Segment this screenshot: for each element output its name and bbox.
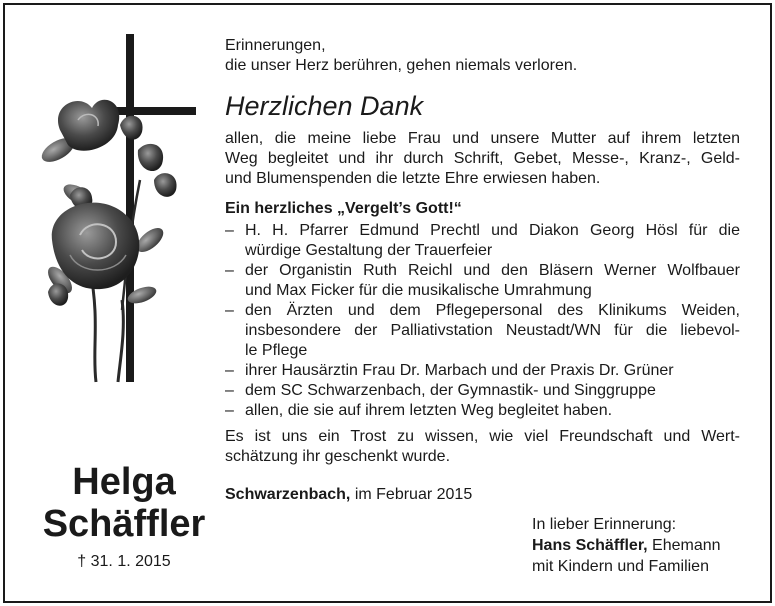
cross-with-roses-illustration bbox=[30, 30, 200, 390]
motto bbox=[225, 36, 740, 76]
closing-paragraph bbox=[225, 427, 740, 467]
dash-marker: – bbox=[225, 302, 234, 319]
signature-intro: In lieber Erinnerung: bbox=[532, 516, 677, 533]
list-item-line: le Pflege bbox=[245, 342, 308, 359]
signature-role: Ehemann bbox=[647, 537, 721, 554]
list-item-line: den Ärzten und dem Pflegepersonal des Klinikums Weiden, bbox=[245, 302, 740, 319]
list-item-line: H. H. Pfarrer Edmund Prechtl und Diakon Georg Hösl für die bbox=[245, 222, 740, 239]
list-item bbox=[225, 261, 740, 301]
dash-marker: – bbox=[225, 222, 234, 239]
signature-family: mit Kindern und Familien bbox=[532, 558, 709, 575]
page-title: Herzlichen Dank bbox=[225, 91, 424, 121]
closing-line: Es ist uns ein Trost zu wissen, wie viel Freundschaft und Wert- bbox=[225, 428, 740, 445]
deceased-last-name: Schäffler bbox=[42, 503, 206, 545]
thanks-list bbox=[225, 221, 740, 421]
list-item-line: und Max Ficker für die musikalische Umrahmung bbox=[245, 282, 592, 299]
deceased-first-name: Helga bbox=[72, 461, 176, 503]
closing-line: schätzung ihr geschenkt wurde. bbox=[225, 448, 451, 465]
dash-marker: – bbox=[225, 362, 234, 379]
list-item-line: würdige Gestaltung der Trauerfeier bbox=[245, 242, 493, 259]
list-item bbox=[225, 381, 740, 401]
signature-block bbox=[532, 514, 721, 577]
motto-line: Erinnerungen, bbox=[225, 37, 326, 54]
list-item bbox=[225, 401, 740, 421]
intro-line: und Blumenspenden die letzte Ehre erwiesen haben. bbox=[225, 170, 601, 187]
dash-marker: – bbox=[225, 402, 234, 419]
motto-line: die unser Herz berühren, gehen niemals verloren. bbox=[225, 57, 578, 74]
intro-line: allen, die meine liebe Frau und unsere Mutter auf ihrem letzten bbox=[225, 130, 740, 147]
list-item-line: dem SC Schwarzenbach, der Gymnastik- und Singgruppe bbox=[245, 382, 656, 399]
list-item bbox=[225, 221, 740, 261]
death-date: † 31. 1. 2015 bbox=[77, 553, 171, 570]
place: Schwarzenbach, bbox=[225, 486, 351, 503]
signature-name: Hans Schäffler, bbox=[532, 537, 648, 554]
intro-paragraph bbox=[225, 129, 740, 189]
thanks-heading: Ein herzliches „Vergelt’s Gott!“ bbox=[225, 200, 462, 217]
list-item-line: der Organistin Ruth Reichl und den Bläsern Werner Wolfbauer bbox=[245, 262, 740, 279]
list-item bbox=[225, 301, 740, 361]
date: im Februar 2015 bbox=[350, 486, 473, 503]
intro-line: Weg begleitet und ihr durch Schrift, Gebet, Messe-, Kranz-, Geld- bbox=[225, 150, 740, 167]
list-item-line: allen, die sie auf ihrem letzten Weg begleitet haben. bbox=[245, 402, 613, 419]
list-item-line: ihrer Hausärztin Frau Dr. Marbach und der Praxis Dr. Grüner bbox=[245, 362, 674, 379]
list-item-line: insbesondere der Palliativstation Neustadt/WN für die liebevol- bbox=[245, 322, 740, 339]
list-item bbox=[225, 361, 740, 381]
dash-marker: – bbox=[225, 262, 234, 279]
dash-marker: – bbox=[225, 382, 234, 399]
signature-name-line bbox=[532, 535, 721, 556]
place-date bbox=[225, 485, 472, 505]
